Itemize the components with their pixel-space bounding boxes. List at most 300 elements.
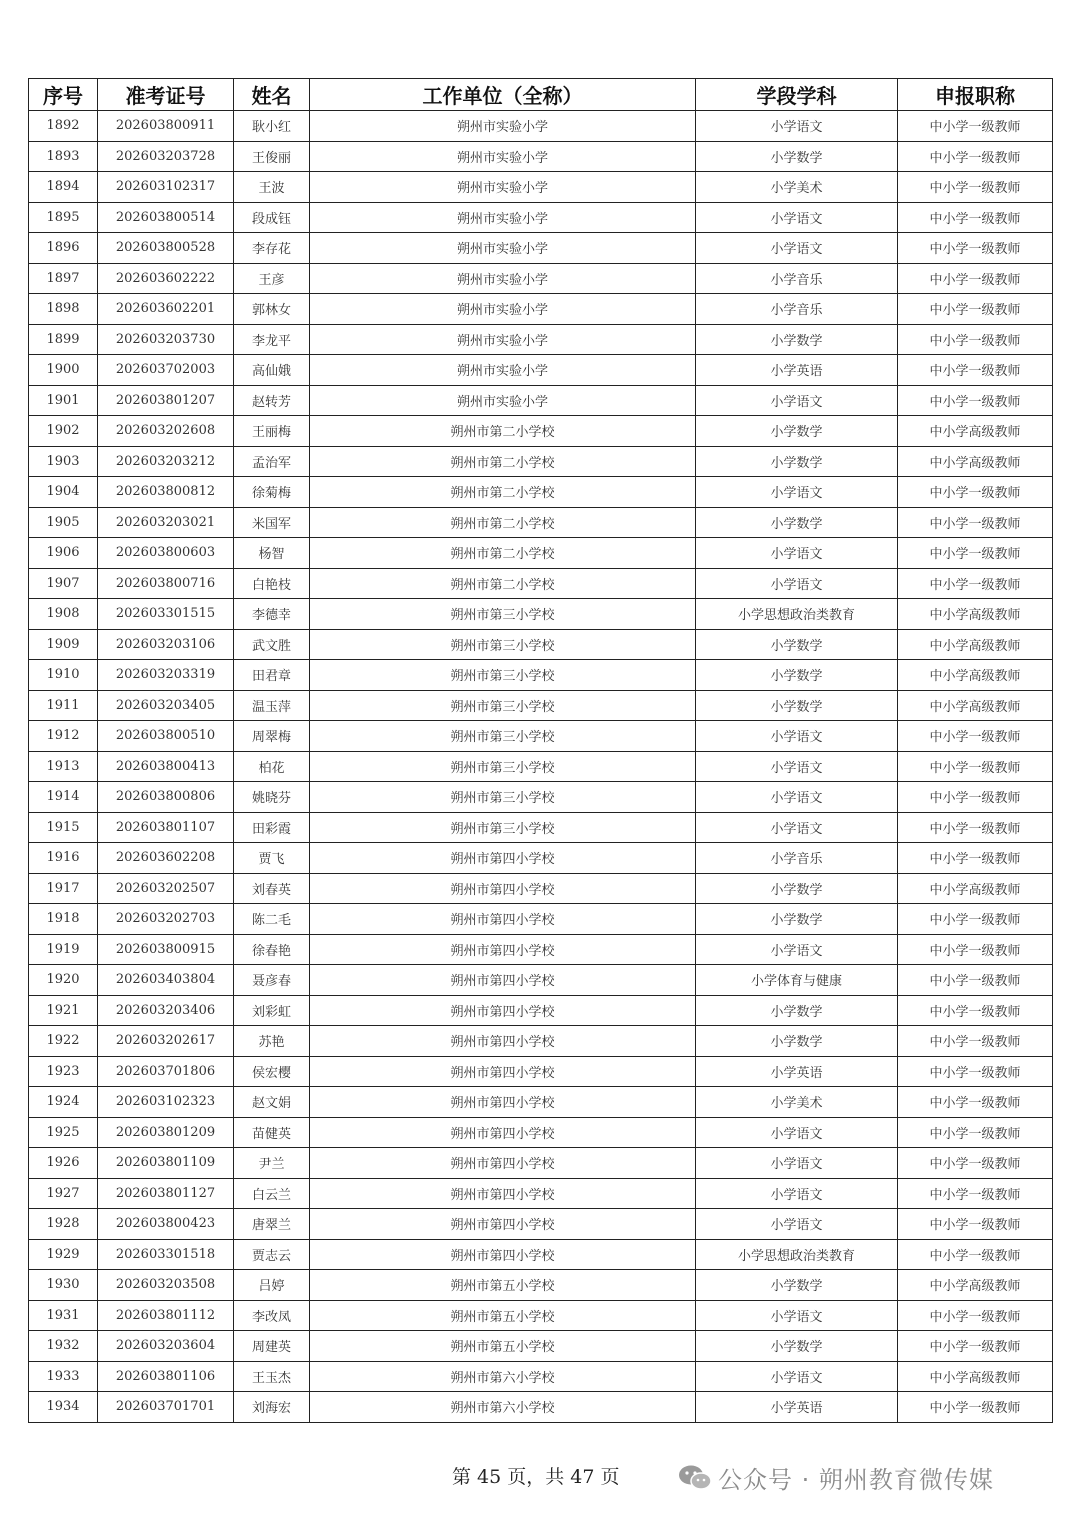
stage-subject-cell: 小学数学 <box>696 446 898 477</box>
name-cell: 李龙平 <box>234 324 310 355</box>
stage-subject-cell: 小学数学 <box>696 995 898 1026</box>
page-number: 第 45 页，共 47 页 <box>452 1466 620 1488</box>
admission-number-cell: 202603102317 <box>98 172 234 203</box>
serial-number-cell: 1893 <box>29 141 98 172</box>
table-row <box>29 843 1053 874</box>
admission-number-cell: 202603800528 <box>98 233 234 264</box>
stage-subject-cell: 小学数学 <box>696 873 898 904</box>
stage-subject-cell: 小学英语 <box>696 1392 898 1423</box>
work-unit-cell: 朔州市第六小学校 <box>310 1361 696 1392</box>
admission-number-cell: 202603800423 <box>98 1209 234 1240</box>
title-applied-cell: 中小学一级教师 <box>898 965 1053 996</box>
title-applied-cell: 中小学一级教师 <box>898 172 1053 203</box>
serial-number-cell: 1915 <box>29 812 98 843</box>
title-applied-cell: 中小学高级教师 <box>898 1270 1053 1301</box>
table-row <box>29 202 1053 233</box>
serial-number-cell: 1914 <box>29 782 98 813</box>
table-row <box>29 1270 1053 1301</box>
name-cell: 唐翠兰 <box>234 1209 310 1240</box>
table-row <box>29 599 1053 630</box>
stage-subject-cell: 小学英语 <box>696 355 898 386</box>
table-body <box>29 111 1053 1423</box>
title-applied-cell: 中小学一级教师 <box>898 477 1053 508</box>
stage-subject-cell: 小学语文 <box>696 568 898 599</box>
table-row <box>29 324 1053 355</box>
admission-number-cell: 202603801106 <box>98 1361 234 1392</box>
admission-number-cell: 202603203106 <box>98 629 234 660</box>
serial-number-cell: 1908 <box>29 599 98 630</box>
name-cell: 赵转芳 <box>234 385 310 416</box>
title-applied-cell: 中小学一级教师 <box>898 1148 1053 1179</box>
table-row <box>29 111 1053 142</box>
stage-subject-cell: 小学数学 <box>696 690 898 721</box>
name-cell: 耿小红 <box>234 111 310 142</box>
header-name: 姓名 <box>234 79 310 111</box>
title-applied-cell: 中小学一级教师 <box>898 324 1053 355</box>
title-applied-cell: 中小学一级教师 <box>898 1239 1053 1270</box>
work-unit-cell: 朔州市第三小学校 <box>310 751 696 782</box>
table-row <box>29 1361 1053 1392</box>
work-unit-cell: 朔州市第四小学校 <box>310 1148 696 1179</box>
work-unit-cell: 朔州市第四小学校 <box>310 843 696 874</box>
admission-number-cell: 202603202617 <box>98 1026 234 1057</box>
serial-number-cell: 1921 <box>29 995 98 1026</box>
name-cell: 王彦 <box>234 263 310 294</box>
name-cell: 柏花 <box>234 751 310 782</box>
stage-subject-cell: 小学数学 <box>696 1026 898 1057</box>
table-row <box>29 1209 1053 1240</box>
table-row <box>29 568 1053 599</box>
work-unit-cell: 朔州市第二小学校 <box>310 416 696 447</box>
serial-number-cell: 1932 <box>29 1331 98 1362</box>
work-unit-cell: 朔州市第四小学校 <box>310 995 696 1026</box>
serial-number-cell: 1927 <box>29 1178 98 1209</box>
name-cell: 田君章 <box>234 660 310 691</box>
title-applied-cell: 中小学一级教师 <box>898 111 1053 142</box>
work-unit-cell: 朔州市第二小学校 <box>310 538 696 569</box>
work-unit-cell: 朔州市第四小学校 <box>310 934 696 965</box>
title-applied-cell: 中小学高级教师 <box>898 1361 1053 1392</box>
serial-number-cell: 1925 <box>29 1117 98 1148</box>
table-row <box>29 446 1053 477</box>
table-row <box>29 904 1053 935</box>
name-cell: 米国军 <box>234 507 310 538</box>
serial-number-cell: 1896 <box>29 233 98 264</box>
table-row <box>29 538 1053 569</box>
name-cell: 武文胜 <box>234 629 310 660</box>
admission-number-cell: 202603203508 <box>98 1270 234 1301</box>
work-unit-cell: 朔州市第二小学校 <box>310 507 696 538</box>
title-applied-cell: 中小学高级教师 <box>898 690 1053 721</box>
stage-subject-cell: 小学语文 <box>696 1300 898 1331</box>
title-applied-cell: 中小学一级教师 <box>898 294 1053 325</box>
admission-number-cell: 202603602201 <box>98 294 234 325</box>
name-cell: 侯宏樱 <box>234 1056 310 1087</box>
serial-number-cell: 1934 <box>29 1392 98 1423</box>
admission-number-cell: 202603203728 <box>98 141 234 172</box>
admission-number-cell: 202603800812 <box>98 477 234 508</box>
work-unit-cell: 朔州市实验小学 <box>310 202 696 233</box>
stage-subject-cell: 小学美术 <box>696 1087 898 1118</box>
name-cell: 王波 <box>234 172 310 203</box>
header-stage-subject: 学段学科 <box>696 79 898 111</box>
name-cell: 徐春艳 <box>234 934 310 965</box>
title-applied-cell: 中小学一级教师 <box>898 507 1053 538</box>
stage-subject-cell: 小学音乐 <box>696 263 898 294</box>
serial-number-cell: 1919 <box>29 934 98 965</box>
work-unit-cell: 朔州市第四小学校 <box>310 904 696 935</box>
work-unit-cell: 朔州市第四小学校 <box>310 873 696 904</box>
serial-number-cell: 1897 <box>29 263 98 294</box>
work-unit-cell: 朔州市第四小学校 <box>310 1117 696 1148</box>
serial-number-cell: 1924 <box>29 1087 98 1118</box>
admission-number-cell: 202603800915 <box>98 934 234 965</box>
serial-number-cell: 1917 <box>29 873 98 904</box>
work-unit-cell: 朔州市第二小学校 <box>310 446 696 477</box>
stage-subject-cell: 小学数学 <box>696 507 898 538</box>
serial-number-cell: 1929 <box>29 1239 98 1270</box>
serial-number-cell: 1928 <box>29 1209 98 1240</box>
stage-subject-cell: 小学数学 <box>696 324 898 355</box>
title-applied-cell: 中小学一级教师 <box>898 1331 1053 1362</box>
admission-number-cell: 202603801127 <box>98 1178 234 1209</box>
table-row <box>29 1087 1053 1118</box>
serial-number-cell: 1911 <box>29 690 98 721</box>
work-unit-cell: 朔州市第四小学校 <box>310 1026 696 1057</box>
stage-subject-cell: 小学数学 <box>696 629 898 660</box>
name-cell: 高仙娥 <box>234 355 310 386</box>
name-cell: 段成钰 <box>234 202 310 233</box>
work-unit-cell: 朔州市实验小学 <box>310 111 696 142</box>
table-row <box>29 873 1053 904</box>
stage-subject-cell: 小学音乐 <box>696 843 898 874</box>
serial-number-cell: 1916 <box>29 843 98 874</box>
page-footer <box>0 1462 1080 1492</box>
admission-number-cell: 202603202507 <box>98 873 234 904</box>
stage-subject-cell: 小学数学 <box>696 660 898 691</box>
serial-number-cell: 1895 <box>29 202 98 233</box>
admission-number-cell: 202603203604 <box>98 1331 234 1362</box>
table-row <box>29 233 1053 264</box>
stage-subject-cell: 小学语文 <box>696 538 898 569</box>
serial-number-cell: 1900 <box>29 355 98 386</box>
admission-number-cell: 202603102323 <box>98 1087 234 1118</box>
serial-number-cell: 1909 <box>29 629 98 660</box>
stage-subject-cell: 小学美术 <box>696 172 898 203</box>
serial-number-cell: 1918 <box>29 904 98 935</box>
admission-number-cell: 202603800514 <box>98 202 234 233</box>
work-unit-cell: 朔州市实验小学 <box>310 294 696 325</box>
admission-number-cell: 202603800603 <box>98 538 234 569</box>
work-unit-cell: 朔州市实验小学 <box>310 324 696 355</box>
work-unit-cell: 朔州市第四小学校 <box>310 1209 696 1240</box>
title-applied-cell: 中小学一级教师 <box>898 233 1053 264</box>
admission-number-cell: 202603203405 <box>98 690 234 721</box>
stage-subject-cell: 小学语文 <box>696 202 898 233</box>
title-applied-cell: 中小学一级教师 <box>898 721 1053 752</box>
admission-number-cell: 202603203212 <box>98 446 234 477</box>
table-row <box>29 507 1053 538</box>
admission-number-cell: 202603801209 <box>98 1117 234 1148</box>
title-applied-cell: 中小学一级教师 <box>898 1178 1053 1209</box>
table-row <box>29 172 1053 203</box>
title-applied-cell: 中小学高级教师 <box>898 629 1053 660</box>
table-row <box>29 1392 1053 1423</box>
table-row <box>29 1178 1053 1209</box>
header-serial-number: 序号 <box>29 79 98 111</box>
table-row <box>29 629 1053 660</box>
title-applied-cell: 中小学高级教师 <box>898 599 1053 630</box>
admission-number-cell: 202603800716 <box>98 568 234 599</box>
title-applied-cell: 中小学一级教师 <box>898 1056 1053 1087</box>
work-unit-cell: 朔州市实验小学 <box>310 141 696 172</box>
name-cell: 聂彦春 <box>234 965 310 996</box>
table-row <box>29 965 1053 996</box>
table-row <box>29 141 1053 172</box>
admission-number-cell: 202603202608 <box>98 416 234 447</box>
stage-subject-cell: 小学语文 <box>696 782 898 813</box>
title-applied-cell: 中小学一级教师 <box>898 1117 1053 1148</box>
title-applied-cell: 中小学高级教师 <box>898 873 1053 904</box>
table-row <box>29 812 1053 843</box>
name-cell: 温玉萍 <box>234 690 310 721</box>
stage-subject-cell: 小学英语 <box>696 1056 898 1087</box>
serial-number-cell: 1898 <box>29 294 98 325</box>
name-cell: 李德幸 <box>234 599 310 630</box>
work-unit-cell: 朔州市第四小学校 <box>310 965 696 996</box>
table-row <box>29 995 1053 1026</box>
admission-number-cell: 202603702003 <box>98 355 234 386</box>
title-applied-cell: 中小学一级教师 <box>898 812 1053 843</box>
serial-number-cell: 1920 <box>29 965 98 996</box>
stage-subject-cell: 小学语文 <box>696 233 898 264</box>
table-row <box>29 782 1053 813</box>
table-row <box>29 751 1053 782</box>
title-applied-cell: 中小学一级教师 <box>898 202 1053 233</box>
title-applied-cell: 中小学一级教师 <box>898 355 1053 386</box>
work-unit-cell: 朔州市第五小学校 <box>310 1300 696 1331</box>
stage-subject-cell: 小学语文 <box>696 1178 898 1209</box>
work-unit-cell: 朔州市第六小学校 <box>310 1392 696 1423</box>
table-row <box>29 385 1053 416</box>
serial-number-cell: 1923 <box>29 1056 98 1087</box>
title-applied-cell: 中小学一级教师 <box>898 1087 1053 1118</box>
table-row <box>29 721 1053 752</box>
name-cell: 杨智 <box>234 538 310 569</box>
name-cell: 刘海宏 <box>234 1392 310 1423</box>
name-cell: 刘春英 <box>234 873 310 904</box>
table-row <box>29 416 1053 447</box>
name-cell: 陈二毛 <box>234 904 310 935</box>
stage-subject-cell: 小学语文 <box>696 721 898 752</box>
serial-number-cell: 1926 <box>29 1148 98 1179</box>
table-header-row <box>29 79 1053 111</box>
admission-number-cell: 202603203319 <box>98 660 234 691</box>
name-cell: 贾志云 <box>234 1239 310 1270</box>
name-cell: 尹兰 <box>234 1148 310 1179</box>
serial-number-cell: 1906 <box>29 538 98 569</box>
work-unit-cell: 朔州市第四小学校 <box>310 1239 696 1270</box>
name-cell: 孟治军 <box>234 446 310 477</box>
work-unit-cell: 朔州市第二小学校 <box>310 477 696 508</box>
admission-number-cell: 202603801207 <box>98 385 234 416</box>
admission-number-cell: 202603202703 <box>98 904 234 935</box>
work-unit-cell: 朔州市第三小学校 <box>310 721 696 752</box>
name-cell: 姚晓芬 <box>234 782 310 813</box>
title-applied-cell: 中小学一级教师 <box>898 1026 1053 1057</box>
name-cell: 周翠梅 <box>234 721 310 752</box>
serial-number-cell: 1933 <box>29 1361 98 1392</box>
work-unit-cell: 朔州市第二小学校 <box>310 568 696 599</box>
table-row <box>29 355 1053 386</box>
work-unit-cell: 朔州市实验小学 <box>310 233 696 264</box>
admission-number-cell: 202603301515 <box>98 599 234 630</box>
table-row <box>29 477 1053 508</box>
name-cell: 王玉杰 <box>234 1361 310 1392</box>
admission-number-cell: 202603800911 <box>98 111 234 142</box>
name-cell: 白艳枝 <box>234 568 310 599</box>
table-row <box>29 263 1053 294</box>
stage-subject-cell: 小学思想政治类教育 <box>696 1239 898 1270</box>
name-cell: 李改凤 <box>234 1300 310 1331</box>
serial-number-cell: 1903 <box>29 446 98 477</box>
work-unit-cell: 朔州市第四小学校 <box>310 1178 696 1209</box>
stage-subject-cell: 小学语文 <box>696 385 898 416</box>
serial-number-cell: 1899 <box>29 324 98 355</box>
table-row <box>29 1300 1053 1331</box>
title-applied-cell: 中小学高级教师 <box>898 446 1053 477</box>
stage-subject-cell: 小学体育与健康 <box>696 965 898 996</box>
stage-subject-cell: 小学语文 <box>696 1117 898 1148</box>
name-cell: 徐菊梅 <box>234 477 310 508</box>
table-row <box>29 1239 1053 1270</box>
admission-number-cell: 202603701701 <box>98 1392 234 1423</box>
serial-number-cell: 1931 <box>29 1300 98 1331</box>
admission-number-cell: 202603801107 <box>98 812 234 843</box>
table-row <box>29 1148 1053 1179</box>
admission-number-cell: 202603203406 <box>98 995 234 1026</box>
admission-number-cell: 202603800510 <box>98 721 234 752</box>
serial-number-cell: 1913 <box>29 751 98 782</box>
table-row <box>29 934 1053 965</box>
admission-number-cell: 202603801112 <box>98 1300 234 1331</box>
title-applied-cell: 中小学一级教师 <box>898 1209 1053 1240</box>
work-unit-cell: 朔州市第三小学校 <box>310 782 696 813</box>
name-cell: 吕婷 <box>234 1270 310 1301</box>
work-unit-cell: 朔州市实验小学 <box>310 355 696 386</box>
admission-number-cell: 202603301518 <box>98 1239 234 1270</box>
table-row <box>29 1056 1053 1087</box>
stage-subject-cell: 小学数学 <box>696 1270 898 1301</box>
serial-number-cell: 1901 <box>29 385 98 416</box>
stage-subject-cell: 小学语文 <box>696 1361 898 1392</box>
table-row <box>29 1026 1053 1057</box>
serial-number-cell: 1904 <box>29 477 98 508</box>
serial-number-cell: 1892 <box>29 111 98 142</box>
admission-number-cell: 202603801109 <box>98 1148 234 1179</box>
name-cell: 贾飞 <box>234 843 310 874</box>
stage-subject-cell: 小学语文 <box>696 934 898 965</box>
serial-number-cell: 1922 <box>29 1026 98 1057</box>
table-row <box>29 1117 1053 1148</box>
stage-subject-cell: 小学思想政治类教育 <box>696 599 898 630</box>
title-applied-cell: 中小学一级教师 <box>898 141 1053 172</box>
work-unit-cell: 朔州市第三小学校 <box>310 690 696 721</box>
work-unit-cell: 朔州市第三小学校 <box>310 660 696 691</box>
name-cell: 郭林女 <box>234 294 310 325</box>
name-cell: 田彩霞 <box>234 812 310 843</box>
title-applied-cell: 中小学一级教师 <box>898 934 1053 965</box>
name-cell: 苗健英 <box>234 1117 310 1148</box>
watermark <box>678 1460 994 1495</box>
admission-number-cell: 202603602222 <box>98 263 234 294</box>
name-cell: 王俊丽 <box>234 141 310 172</box>
title-applied-cell: 中小学一级教师 <box>898 263 1053 294</box>
title-applied-cell: 中小学一级教师 <box>898 843 1053 874</box>
stage-subject-cell: 小学数学 <box>696 416 898 447</box>
stage-subject-cell: 小学数学 <box>696 1331 898 1362</box>
table-row <box>29 294 1053 325</box>
title-applied-cell: 中小学一级教师 <box>898 538 1053 569</box>
admission-number-cell: 202603701806 <box>98 1056 234 1087</box>
title-applied-cell: 中小学一级教师 <box>898 385 1053 416</box>
admission-number-cell: 202603800806 <box>98 782 234 813</box>
stage-subject-cell: 小学语文 <box>696 812 898 843</box>
work-unit-cell: 朔州市第五小学校 <box>310 1331 696 1362</box>
serial-number-cell: 1894 <box>29 172 98 203</box>
work-unit-cell: 朔州市实验小学 <box>310 172 696 203</box>
title-applied-cell: 中小学一级教师 <box>898 782 1053 813</box>
title-applied-cell: 中小学高级教师 <box>898 660 1053 691</box>
serial-number-cell: 1930 <box>29 1270 98 1301</box>
serial-number-cell: 1905 <box>29 507 98 538</box>
name-cell: 王丽梅 <box>234 416 310 447</box>
stage-subject-cell: 小学语文 <box>696 751 898 782</box>
title-applied-cell: 中小学一级教师 <box>898 568 1053 599</box>
work-unit-cell: 朔州市实验小学 <box>310 263 696 294</box>
stage-subject-cell: 小学语文 <box>696 1209 898 1240</box>
name-cell: 周建英 <box>234 1331 310 1362</box>
admission-number-cell: 202603403804 <box>98 965 234 996</box>
admission-number-cell: 202603203021 <box>98 507 234 538</box>
table-row <box>29 690 1053 721</box>
work-unit-cell: 朔州市第三小学校 <box>310 599 696 630</box>
title-applied-cell: 中小学高级教师 <box>898 416 1053 447</box>
serial-number-cell: 1902 <box>29 416 98 447</box>
work-unit-cell: 朔州市第三小学校 <box>310 629 696 660</box>
stage-subject-cell: 小学语文 <box>696 477 898 508</box>
title-applied-cell: 中小学一级教师 <box>898 1392 1053 1423</box>
stage-subject-cell: 小学语文 <box>696 1148 898 1179</box>
applicant-table <box>28 78 1053 1423</box>
serial-number-cell: 1910 <box>29 660 98 691</box>
table-row <box>29 1331 1053 1362</box>
name-cell: 赵文娟 <box>234 1087 310 1118</box>
table-row <box>29 660 1053 691</box>
work-unit-cell: 朔州市第三小学校 <box>310 812 696 843</box>
stage-subject-cell: 小学语文 <box>696 111 898 142</box>
work-unit-cell: 朔州市第五小学校 <box>310 1270 696 1301</box>
stage-subject-cell: 小学数学 <box>696 141 898 172</box>
header-title-applied: 申报职称 <box>898 79 1053 111</box>
name-cell: 苏艳 <box>234 1026 310 1057</box>
admission-number-cell: 202603602208 <box>98 843 234 874</box>
title-applied-cell: 中小学一级教师 <box>898 751 1053 782</box>
title-applied-cell: 中小学一级教师 <box>898 995 1053 1026</box>
work-unit-cell: 朔州市第四小学校 <box>310 1087 696 1118</box>
stage-subject-cell: 小学音乐 <box>696 294 898 325</box>
work-unit-cell: 朔州市实验小学 <box>310 385 696 416</box>
